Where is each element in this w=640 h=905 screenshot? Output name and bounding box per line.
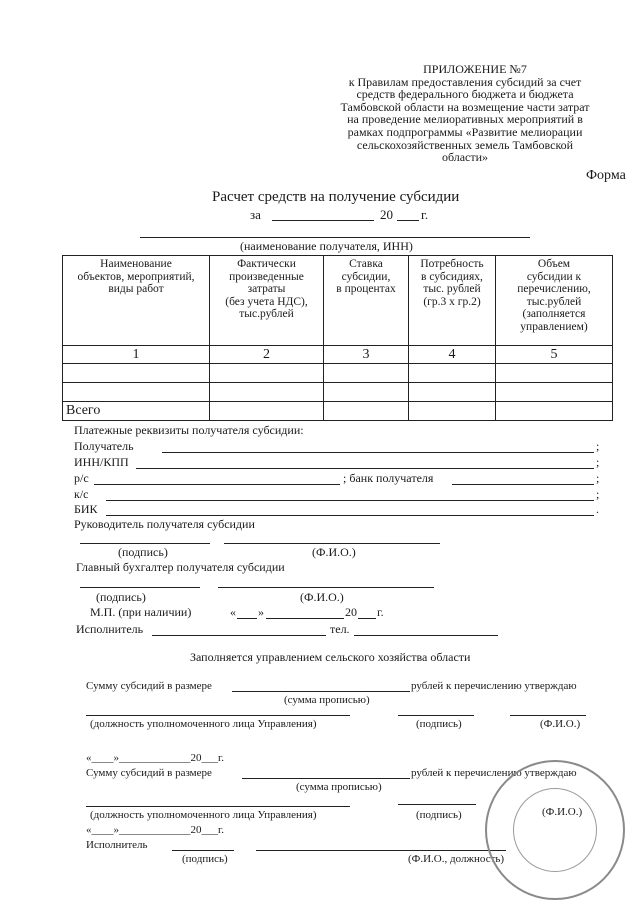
appendix-line: рамках подпрограммы «Развитие мелиорации (347, 124, 583, 139)
table-cell[interactable] (324, 383, 409, 402)
appendix-line: на проведение мелиоративных мероприятий в (347, 112, 583, 127)
accountant-signature-caption: (подпись) (96, 590, 146, 604)
date-close-quote: » (258, 605, 264, 619)
bik-input[interactable] (106, 515, 594, 516)
table-cell[interactable] (496, 383, 613, 402)
appendix-line: к Правилам предоставления субсидий за счет (348, 74, 582, 89)
head-signature-caption: (подпись) (118, 545, 168, 559)
column-number: 1 (63, 346, 210, 364)
table-cell[interactable] (409, 383, 496, 402)
head-signature-field[interactable] (80, 543, 210, 544)
recipient-input[interactable] (162, 452, 594, 453)
recipient-field[interactable] (140, 237, 530, 238)
date-year-suffix: г. (377, 605, 384, 619)
official-field-2[interactable] (86, 806, 350, 807)
accountant-label: Главный бухгалтер получателя субсидии (76, 560, 285, 574)
section2-title: Заполняется управлением сельского хозяйства области (190, 650, 471, 664)
sum-suffix-1: рублей к перечислению утверждаю (411, 680, 577, 692)
column-number: 2 (210, 346, 324, 364)
period-field[interactable] (272, 220, 374, 221)
table-cell[interactable] (324, 402, 409, 421)
signature-field-2[interactable] (398, 804, 476, 805)
official-caption-1: (должность уполномоченного лица Управления) (90, 718, 317, 730)
period-year-field[interactable] (397, 220, 419, 221)
accountant-fio-field[interactable] (218, 587, 434, 588)
date-line-2: «____»_____________20___г. (86, 824, 225, 836)
sum-label-1: Сумму субсидий в размере (86, 680, 212, 692)
appendix-line: сельскохозяйственных земель Тамбовской (356, 137, 574, 152)
fio-caption-1: (Ф.И.О.) (540, 718, 581, 730)
sum-field-2[interactable] (242, 778, 410, 779)
period-suffix: г. (421, 207, 429, 222)
form-label: Форма (586, 168, 626, 183)
signature-caption-1: (подпись) (416, 718, 462, 730)
executor-signature-caption: (подпись) (182, 853, 228, 865)
requisites-title: Платежные реквизиты получателя субсидии: (74, 423, 304, 437)
semicolon: ; (596, 455, 600, 469)
sum-field-1[interactable] (232, 691, 410, 692)
date-open-quote: « (230, 605, 236, 619)
fio-caption-2: (Ф.И.О.) (542, 806, 583, 818)
header-cell-rate: Ставка субсидии, в процентах (324, 256, 409, 346)
table-cell[interactable] (63, 383, 210, 402)
mp-label: М.П. (при наличии) (90, 605, 192, 619)
semicolon: ; (596, 439, 600, 453)
accountant-signature-field[interactable] (80, 587, 200, 588)
date-day-field[interactable] (237, 618, 257, 619)
date-year-field[interactable] (358, 618, 376, 619)
official-field-1[interactable] (86, 715, 350, 716)
recipient-label: Получатель (74, 439, 134, 453)
date-month-field[interactable] (266, 618, 344, 619)
table-cell[interactable] (210, 364, 324, 383)
date-line-1: «____»_____________20___г. (86, 752, 225, 764)
inn-kpp-label: ИНН/КПП (74, 455, 129, 469)
executor-field[interactable] (152, 635, 326, 636)
table-cell[interactable] (210, 383, 324, 402)
appendix-title: ПРИЛОЖЕНИЕ №7 (423, 62, 527, 76)
executor-signature-field[interactable] (172, 850, 234, 851)
ks-label: к/с (74, 487, 89, 501)
total-label: Всего (63, 402, 210, 421)
table-cell[interactable] (496, 364, 613, 383)
column-number: 3 (324, 346, 409, 364)
fio-field-1[interactable] (510, 715, 586, 716)
official-stamp (485, 760, 625, 900)
sum-label-2: Сумму субсидий в размере (86, 767, 212, 779)
rs-input[interactable] (94, 484, 340, 485)
table-cell[interactable] (324, 364, 409, 383)
column-number: 5 (496, 346, 613, 364)
appendix-line: средств федерального бюджета и бюджета (356, 87, 574, 102)
period-mark: . (596, 502, 599, 516)
table-cell[interactable] (496, 402, 613, 421)
period-year-prefix: 20 (380, 207, 393, 222)
bik-label: БИК (74, 502, 98, 516)
official-caption-2: (должность уполномоченного лица Управления) (90, 809, 317, 821)
ks-input[interactable] (106, 500, 594, 501)
executor-fio-field[interactable] (256, 850, 506, 851)
table-cell[interactable] (63, 364, 210, 383)
table-cell[interactable] (409, 364, 496, 383)
executor-label: Исполнитель (76, 622, 144, 636)
header-cell-amount: Объем субсидии к перечислению, тыс.рублей (заполняется управлением) (496, 256, 613, 346)
calculation-table (62, 255, 613, 421)
tel-field[interactable] (354, 635, 498, 636)
semicolon: ; (596, 487, 600, 501)
rs-label: р/с (74, 471, 89, 485)
head-fio-field[interactable] (224, 543, 440, 544)
header-cell-need: Потребность в субсидиях, тыс. рублей (гр.3 х гр.2) (409, 256, 496, 346)
appendix-line: области» (441, 150, 489, 165)
executor-label-2: Исполнитель (86, 839, 148, 851)
sum-caption-2: (сумма прописью) (296, 781, 382, 793)
table-cell[interactable] (409, 402, 496, 421)
table-cell[interactable] (210, 402, 324, 421)
appendix-line: Тамбовской области на возмещение части затрат (340, 99, 590, 114)
recipient-caption: (наименование получателя, ИНН) (240, 239, 413, 253)
head-fio-caption: (Ф.И.О.) (312, 545, 356, 559)
signature-field-1[interactable] (398, 715, 474, 716)
header-cell-name: Наименование объектов, мероприятий, виды работ (63, 256, 210, 346)
date-year-prefix: 20 (345, 605, 357, 619)
semicolon: ; (596, 471, 600, 485)
inn-kpp-input[interactable] (136, 468, 594, 469)
head-label: Руководитель получателя субсидии (74, 517, 255, 531)
tel-label: тел. (330, 622, 350, 636)
doc-title: Расчет средств на получение субсидии (212, 189, 460, 205)
appendix-block (300, 63, 630, 164)
sum-suffix-2: рублей к перечислению утверждаю (411, 767, 577, 779)
bank-label: ; банк получателя (343, 471, 434, 485)
bank-input[interactable] (452, 484, 594, 485)
executor-fio-caption: (Ф.И.О., должность) (408, 853, 505, 865)
period-prefix: за (250, 207, 261, 222)
accountant-fio-caption: (Ф.И.О.) (300, 590, 344, 604)
column-number: 4 (409, 346, 496, 364)
signature-caption-2: (подпись) (416, 809, 462, 821)
header-cell-costs: Фактически произведенные затраты (без учета НДС), тыс.рублей (210, 256, 324, 346)
sum-caption-1: (сумма прописью) (284, 694, 370, 706)
official-stamp-inner (513, 788, 597, 872)
